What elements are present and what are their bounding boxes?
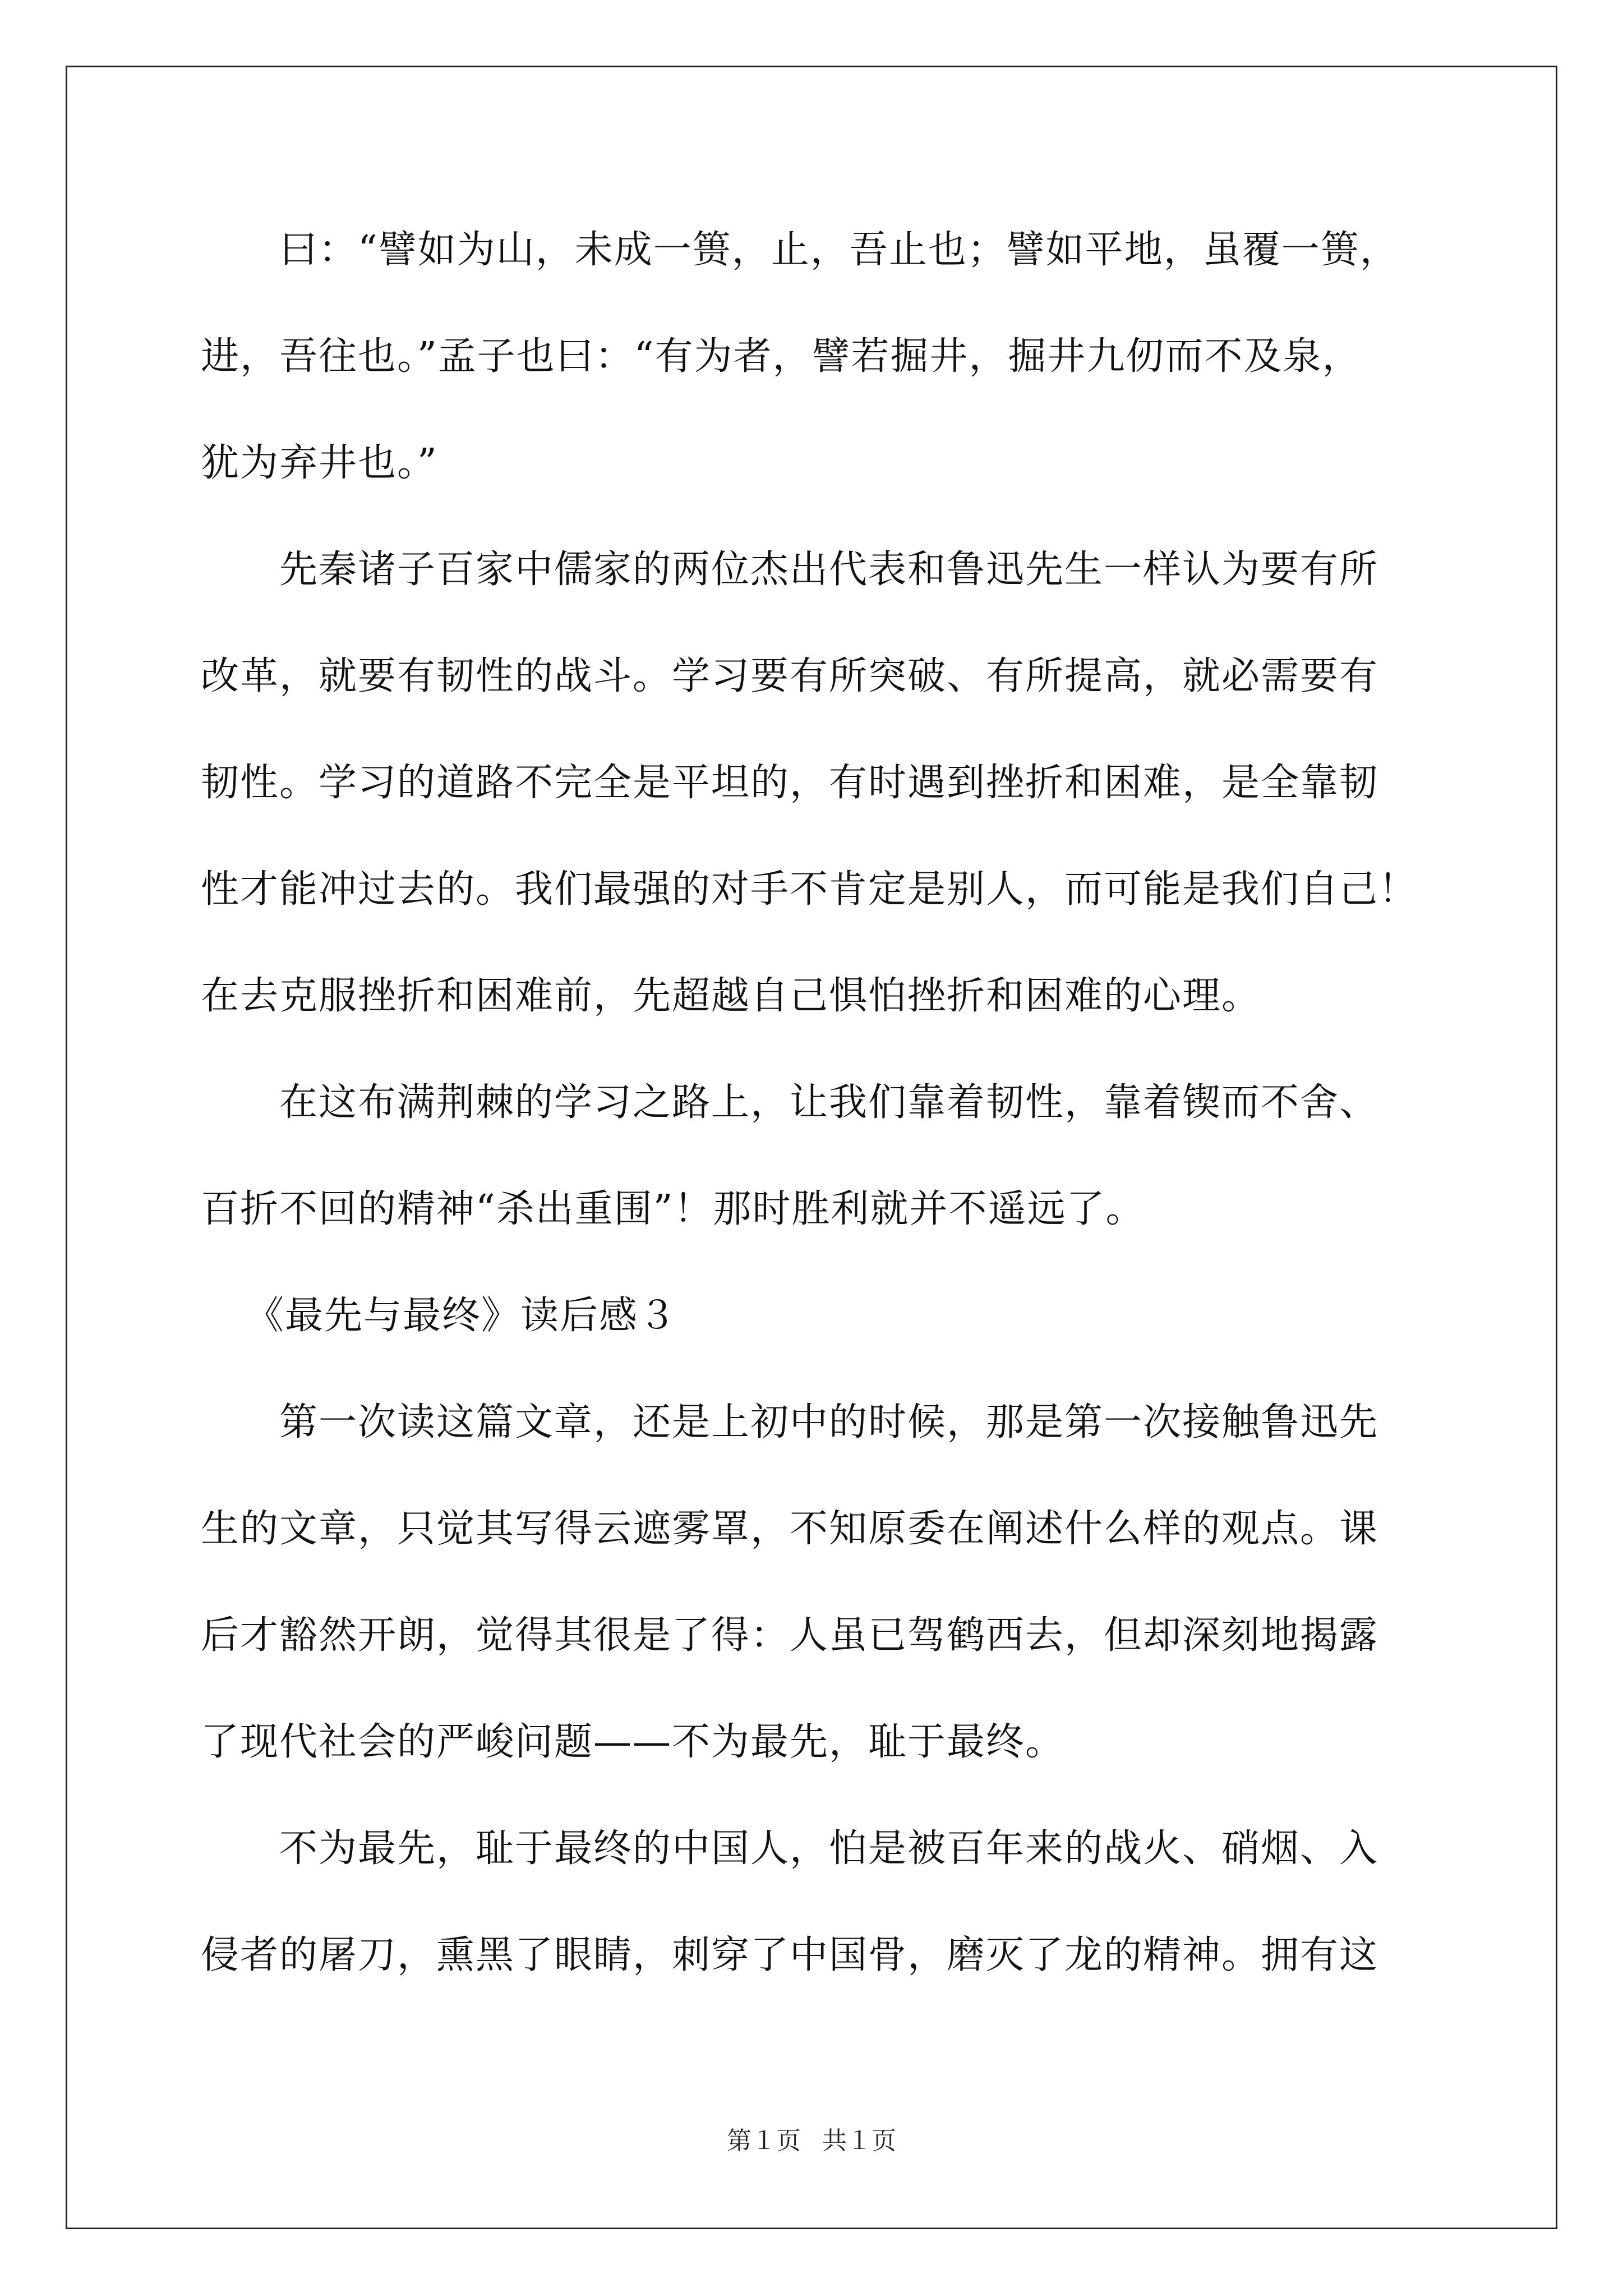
- text-line: 后才豁然开朗，觉得其很是了得：人虽已驾鹤西去，但却深刻地揭露: [201, 1613, 1379, 1658]
- text-line: 改革，就要有韧性的战斗。学习要有所突破、有所提高，就必需要有: [201, 654, 1379, 698]
- text-line: 进，吾往也。”孟子也曰：“有为者，譬若掘井，掘井九仞而不及泉，: [201, 334, 1362, 379]
- text-line: 先秦诸子百家中儒家的两位杰出代表和鲁迅先生一样认为要有所: [279, 547, 1379, 592]
- page-total: 共１页: [822, 2127, 896, 2155]
- text-line: 在这布满荆棘的学习之路上，让我们靠着韧性，靠着锲而不舍、: [279, 1080, 1379, 1125]
- text-line: 百折不回的精神“杀出重围”！那时胜利就并不遥远了。: [201, 1187, 1145, 1231]
- page-number: 第１页: [727, 2127, 801, 2155]
- page-border: [66, 66, 1557, 2229]
- text-line: 犹为弃井也。”: [201, 441, 438, 485]
- text-line: 在去克服挫折和困难前，先超越自己惧怕挫折和困难的心理。: [201, 974, 1261, 1018]
- text-line: 性才能冲过去的。我们最强的对手不肯定是别人，而可能是我们自己！: [201, 867, 1418, 912]
- section-title: 《最先与最终》读后感３: [246, 1294, 678, 1338]
- text-line: 生的文章，只觉其写得云遮雾罩，不知原委在阐述什么样的观点。课: [201, 1507, 1379, 1551]
- text-line: 韧性。学习的道路不完全是平坦的，有时遇到挫折和困难，是全靠韧: [201, 761, 1379, 805]
- text-line: 曰：“譬如为山，未成一篑，止，吾止也；譬如平地，虽覆一篑，: [279, 228, 1399, 272]
- text-line: 不为最先，耻于最终的中国人，怕是被百年来的战火、硝烟、入: [279, 1826, 1379, 1871]
- text-line: 了现代社会的严峻问题——不为最先，耻于最终。: [201, 1720, 1065, 1764]
- page-footer: [0, 2127, 1623, 2155]
- text-line: 第一次读这篇文章，还是上初中的时候，那是第一次接触鲁迅先: [279, 1400, 1379, 1444]
- text-line: 侵者的屠刀，熏黑了眼睛，刺穿了中国骨，磨灭了龙的精神。拥有这: [201, 1933, 1379, 1977]
